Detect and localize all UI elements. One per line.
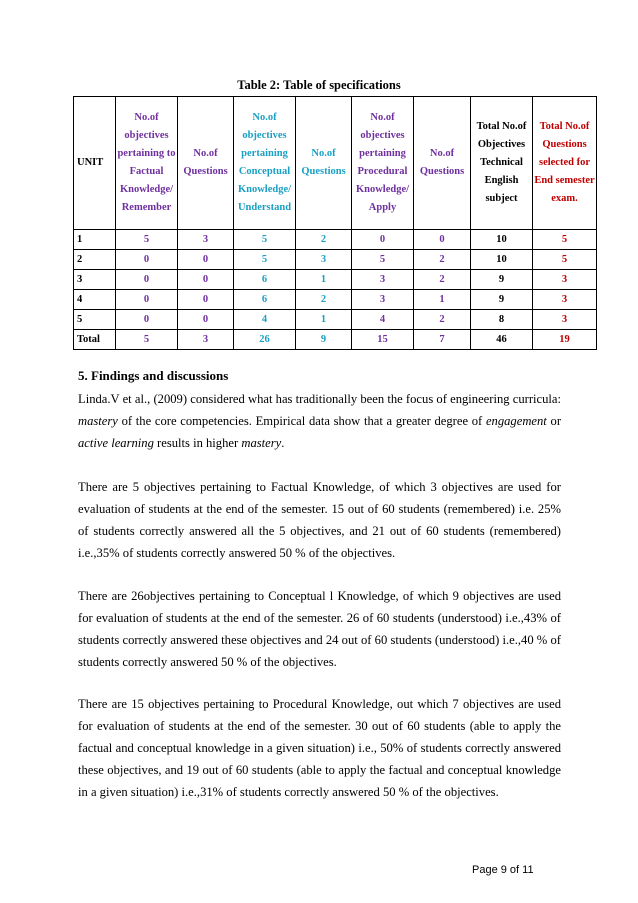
- table-cell: 10: [471, 230, 533, 250]
- table-cell: 1: [296, 310, 352, 330]
- table-row: [74, 250, 597, 270]
- table-cell: 6: [234, 270, 296, 290]
- table-cell: 2: [414, 250, 471, 270]
- table-cell: 7: [414, 330, 471, 350]
- table-cell: 5: [234, 250, 296, 270]
- table-header-row: [74, 97, 597, 230]
- table-cell: 10: [471, 250, 533, 270]
- table-cell: 5: [74, 310, 116, 330]
- specifications-table: [73, 96, 597, 350]
- table-cell: 15: [352, 330, 414, 350]
- table-header-cell: No.of Questions: [178, 97, 234, 230]
- table-header-cell: UNIT: [74, 97, 116, 230]
- table-cell: 3: [74, 270, 116, 290]
- table-cell: 3: [296, 250, 352, 270]
- table-header-cell: No.of Questions: [296, 97, 352, 230]
- table-cell: 5: [533, 250, 597, 270]
- table-header-cell: No.of objectives pertaining Procedural Knowledge/ Apply: [352, 97, 414, 230]
- paragraph-2: There are 5 objectives pertaining to Factual Knowledge, of which 3 objectives are used for evaluation of students at the end of the semester. 15 out of 60 students (remembered) i.e. 25% of students correctly answered all the 5 objectives, and 21 out of 60 students (remembered) i.e.,35% of students correctly answered 50 % of the objectives.: [78, 480, 561, 560]
- table-cell: 0: [178, 310, 234, 330]
- table-cell: 0: [414, 230, 471, 250]
- table-row: [74, 290, 597, 310]
- table-cell: 2: [414, 310, 471, 330]
- table-cell: 4: [74, 290, 116, 310]
- table-cell: 0: [178, 250, 234, 270]
- table-cell: 26: [234, 330, 296, 350]
- table-cell: 1: [74, 230, 116, 250]
- table-cell: 2: [414, 270, 471, 290]
- table-cell: 9: [471, 270, 533, 290]
- section-heading: 5. Findings and discussions: [78, 368, 229, 383]
- table-cell: 3: [533, 270, 597, 290]
- table-cell: 0: [116, 270, 178, 290]
- table-header-cell: No.of Questions: [414, 97, 471, 230]
- table-cell: 8: [471, 310, 533, 330]
- table-cell: 1: [296, 270, 352, 290]
- table-cell: 0: [116, 250, 178, 270]
- page-number: Page 9 of 11: [472, 864, 534, 876]
- table-cell: 5: [116, 230, 178, 250]
- table-cell: 9: [296, 330, 352, 350]
- table-cell: 0: [352, 230, 414, 250]
- paragraph-3: There are 26objectives pertaining to Conceptual l Knowledge, of which 9 objectives are used for evaluation of students at the end of the semester. 26 of 60 students (understood) i.e.,43% of students correctly answered these objectives and 24 out of 60 students (understood) i.e.,40 % of students correctly answered 50 % of the objectives.: [78, 589, 561, 669]
- table-row: [74, 230, 597, 250]
- table-header-cell: No.of objectives pertaining Conceptual Knowledge/ Understand: [234, 97, 296, 230]
- table-cell: 3: [352, 290, 414, 310]
- paragraph-4: There are 15 objectives pertaining to Procedural Knowledge, out which 7 objectives are used for evaluation of students at the end of the semester. 30 out of 60 students (able to apply the factual and conceptual knowledge in a given situation) i.e., 50% of students correctly answered these objectives, and 19 out of 60 students (able to apply the factual and conceptual knowledge in a given situation) i.e.,31% of students correctly answered 50 % of the objectives.: [78, 697, 561, 799]
- table-cell: 4: [234, 310, 296, 330]
- table-cell: 4: [352, 310, 414, 330]
- table-cell: 2: [296, 230, 352, 250]
- table-cell: 2: [74, 250, 116, 270]
- table-cell: 0: [178, 290, 234, 310]
- table-cell: 0: [116, 290, 178, 310]
- table-header-cell: Total No.of Objectives Technical English subject: [471, 97, 533, 230]
- paragraph-1: Linda.V et al., (2009) considered what has traditionally been the focus of engineering curricula: mastery of the core competencies. Empirical data show that a greater degree of engagement or active learning results in higher mastery.: [78, 392, 562, 450]
- table-cell: 3: [178, 230, 234, 250]
- table-cell: 5: [533, 230, 597, 250]
- table-cell: 3: [533, 310, 597, 330]
- table-cell: 5: [234, 230, 296, 250]
- table-row: [74, 310, 597, 330]
- table-header-cell: No.of objectives pertaining to Factual Knowledge/ Remember: [116, 97, 178, 230]
- table-cell: 3: [533, 290, 597, 310]
- table-cell: 0: [178, 270, 234, 290]
- table-cell: 3: [352, 270, 414, 290]
- table-cell: Total: [74, 330, 116, 350]
- table-cell: 19: [533, 330, 597, 350]
- table-row: [74, 270, 597, 290]
- table-caption: Table 2: Table of specifications: [237, 78, 401, 92]
- table-cell: 46: [471, 330, 533, 350]
- table-cell: 5: [116, 330, 178, 350]
- table-cell: 0: [116, 310, 178, 330]
- table-row: [74, 330, 597, 350]
- table-cell: 1: [414, 290, 471, 310]
- table-cell: 3: [178, 330, 234, 350]
- table-header-cell: Total No.of Questions selected for End semester exam.: [533, 97, 597, 230]
- table-cell: 9: [471, 290, 533, 310]
- table-cell: 2: [296, 290, 352, 310]
- table-cell: 6: [234, 290, 296, 310]
- table-cell: 5: [352, 250, 414, 270]
